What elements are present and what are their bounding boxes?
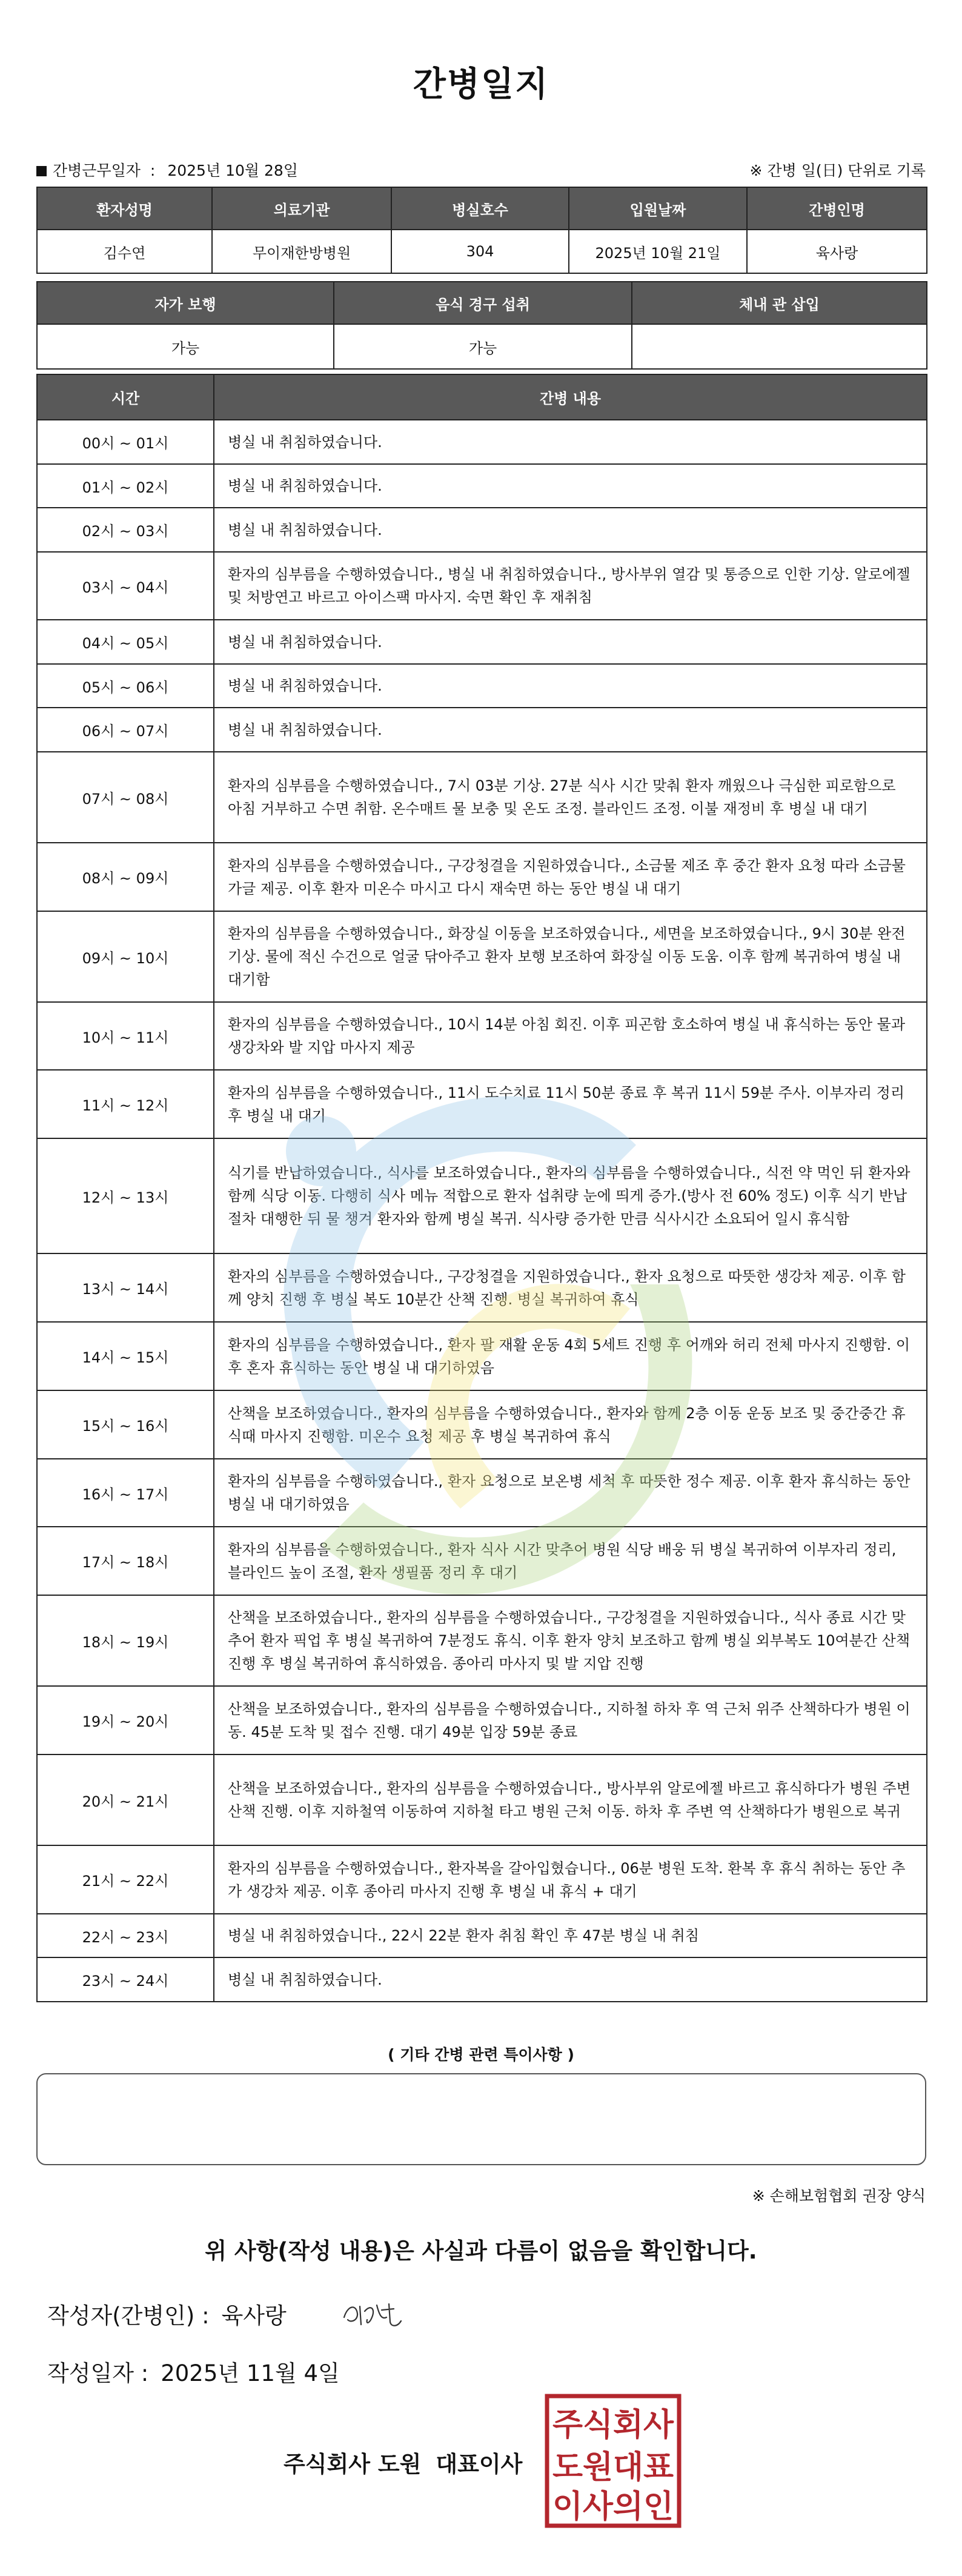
page-title: 간병일지 (413, 65, 549, 104)
content-cell: 병실 내 취침하였습니다. (214, 508, 927, 552)
care-log-header-row (37, 374, 927, 420)
time-cell: 15시 ~ 16시 (37, 1390, 214, 1459)
content-cell: 병실 내 취침하였습니다. (214, 708, 927, 752)
table-row (37, 1253, 927, 1322)
time-cell: 14시 ~ 15시 (37, 1322, 214, 1390)
patient-name: 김수연 (37, 230, 212, 273)
square-bullet-icon (36, 166, 47, 176)
table-row (37, 1754, 927, 1845)
company-role: 대표이사 (436, 2451, 523, 2477)
author-line (47, 2297, 287, 2330)
content-cell: 환자의 심부름을 수행하였습니다., 10시 14분 아침 회진. 이후 피곤함 호소하여 병실 내 휴식하는 동안 물과 생강차와 발 지압 마사지 제공 (214, 1002, 927, 1070)
hospital-name: 무이재한방병원 (212, 230, 391, 273)
header-room-number: 병실호수 (391, 187, 569, 230)
content-cell: 식기를 반납하였습니다., 식사를 보조하였습니다., 환자의 심부름을 수행하였습니다., 식전 약 먹인 뒤 환자와 함께 식당 이동. 다행히 식사 메뉴 적합으로 환자 섭취량 눈에 띄게 증가.(방사 전 60% 정도) 이후 식기 반납 절차 대행한 뒤 물 챙겨 환자와 함께 병실 복귀. 식사량 증가한 만큼 식사시간 소요되어 일시 휴식함 (214, 1138, 927, 1253)
room-number: 304 (391, 230, 569, 273)
table-row (37, 911, 927, 1002)
remarks-label: ( 기타 간병 관련 특이사항 ) (388, 2046, 574, 2063)
header-patient-name: 환자성명 (37, 187, 212, 230)
time-cell: 11시 ~ 12시 (37, 1070, 214, 1138)
header-time: 시간 (37, 374, 214, 420)
time-cell: 12시 ~ 13시 (37, 1138, 214, 1253)
form-recommendation-note: ※ 손해보험협회 권장 양식 (752, 2187, 926, 2205)
table-row (37, 1390, 927, 1459)
time-cell: 19시 ~ 20시 (37, 1686, 214, 1754)
oral-intake-value: 가능 (334, 324, 632, 369)
header-self-walking: 자가 보행 (37, 282, 334, 324)
table-row (37, 1845, 927, 1914)
author-name: 육사랑 (221, 2303, 287, 2329)
table-row (37, 1070, 927, 1138)
work-date-label: 간병근무일자 (53, 162, 141, 179)
content-cell: 환자의 심부름을 수행하였습니다., 화장실 이동을 보조하였습니다., 세면을 보조하였습니다., 9시 30분 완전 기상. 물에 적신 수건으로 얼굴 닦아주고 환자 보행 보조하여 화장실 이동 도움. 이후 함께 복귀하여 병실 내 대기함 (214, 911, 927, 1002)
content-cell: 산책을 보조하였습니다., 환자의 심부름을 수행하였습니다., 구강청결을 지원하였습니다., 식사 종료 시간 맞추어 환자 픽업 후 병실 복귀하여 7분정도 휴식. 이후 환자 양치 보조하고 함께 병실 외부복도 10여분간 산책 진행 후 병실 복귀하여 휴식하였음. 종아리 마사지 및 발 지압 진행 (214, 1595, 927, 1686)
self-walking-value: 가능 (37, 324, 334, 369)
table-row (37, 752, 927, 843)
header-tube-insertion: 체내 관 삽입 (632, 282, 927, 324)
company-seal-stamp (544, 2393, 682, 2529)
time-cell: 00시 ~ 01시 (37, 420, 214, 464)
table-row (37, 1138, 927, 1253)
header-caregiver-name: 간병인명 (747, 187, 927, 230)
written-date-value: 2025년 11월 4일 (161, 2360, 340, 2386)
time-cell: 06시 ~ 07시 (37, 708, 214, 752)
patient-status-header-row (37, 282, 927, 324)
company-line (284, 2446, 522, 2478)
table-row (37, 464, 927, 508)
seal-text-line: 주식회사 (552, 2407, 674, 2443)
table-row (37, 1322, 927, 1390)
written-date-line (47, 2355, 340, 2388)
content-cell: 환자의 심부름을 수행하였습니다., 11시 도수치료 11시 50분 종료 후 복귀 11시 59분 주사. 이부자리 정리 후 병실 내 대기 (214, 1070, 927, 1138)
confirmation-statement: 위 사항(작성 내용)은 사실과 다름이 없음을 확인합니다. (205, 2238, 757, 2264)
content-cell: 환자의 심부름을 수행하였습니다., 7시 03분 기상. 27분 식사 시간 맞춰 환자 깨웠으나 극심한 피로함으로 아침 거부하고 수면 취함. 온수매트 물 보충 및 온도 조정. 블라인드 조정. 이불 재정비 후 병실 내 대기 (214, 752, 927, 843)
tube-insertion-value (632, 324, 927, 369)
content-cell: 산책을 보조하였습니다., 환자의 심부름을 수행하였습니다., 환자와 함께 2층 이동 운동 보조 및 중간중간 휴식때 마사지 진행함. 미온수 요청 제공 후 병실 복귀하여 휴식 (214, 1390, 927, 1459)
table-row (37, 420, 927, 464)
seal-text-line: 도원대표 (552, 2449, 674, 2486)
time-cell: 05시 ~ 06시 (37, 664, 214, 708)
content-cell: 환자의 심부름을 수행하였습니다., 환자복을 갈아입혔습니다., 06분 병원 도착. 환복 후 휴식 취하는 동안 추가 생강차 제공. 이후 종아리 마사지 진행 후 병실 내 휴식 + 대기 (214, 1845, 927, 1914)
table-row (37, 1686, 927, 1754)
content-cell: 병실 내 취침하였습니다. (214, 664, 927, 708)
time-cell: 13시 ~ 14시 (37, 1253, 214, 1322)
content-cell: 산책을 보조하였습니다., 환자의 심부름을 수행하였습니다., 방사부위 알로에젤 바르고 휴식하다가 병원 주변 산책 진행. 이후 지하철역 이동하여 지하철 타고 병원 근처 이동. 하차 후 주변 역 산책하다가 병원으로 복귀 (214, 1754, 927, 1845)
table-row (37, 552, 927, 620)
content-cell: 산책을 보조하였습니다., 환자의 심부름을 수행하였습니다., 지하철 하차 후 역 근처 위주 산책하다가 병원 이동. 45분 도착 및 접수 진행. 대기 49분 입장 59분 종료 (214, 1686, 927, 1754)
patient-info-table (36, 187, 927, 274)
content-cell: 병실 내 취침하였습니다. (214, 464, 927, 508)
admission-date: 2025년 10월 21일 (569, 230, 747, 273)
company-name: 주식회사 도원 (284, 2451, 422, 2477)
content-cell: 병실 내 취침하였습니다. (214, 1957, 927, 2002)
table-row (37, 1459, 927, 1527)
care-log-table (36, 374, 927, 2002)
time-cell: 20시 ~ 21시 (37, 1754, 214, 1845)
time-cell: 04시 ~ 05시 (37, 620, 214, 664)
header-admission-date: 입원날짜 (569, 187, 747, 230)
content-cell: 환자의 심부름을 수행하였습니다., 환자 요청으로 보온병 세척 후 따뜻한 정수 제공. 이후 환자 휴식하는 동안 병실 내 대기하였음 (214, 1459, 927, 1527)
content-cell: 환자의 심부름을 수행하였습니다., 병실 내 취침하였습니다., 방사부위 열감 및 통증으로 인한 기상. 알로에젤 및 처방연고 바르고 아이스팩 마사지. 숙면 확인 후 재취침 (214, 552, 927, 620)
table-row (37, 620, 927, 664)
content-cell: 병실 내 취침하였습니다. (214, 620, 927, 664)
time-cell: 17시 ~ 18시 (37, 1527, 214, 1595)
written-date-label: 작성일자 : (47, 2360, 149, 2386)
remarks-box (36, 2073, 926, 2165)
content-cell: 환자의 심부름을 수행하였습니다., 구강청결을 지원하였습니다., 소금물 제조 후 중간 환자 요청 따라 소금물 가글 제공. 이후 환자 미온수 마시고 다시 재숙면 하는 동안 병실 내 대기 (214, 843, 927, 911)
unit-note: ※ 간병 일(日) 단위로 기록 (749, 162, 926, 179)
time-cell: 22시 ~ 23시 (37, 1914, 214, 1957)
author-label: 작성자(간병인) : (47, 2303, 210, 2329)
time-cell: 03시 ~ 04시 (37, 552, 214, 620)
time-cell: 10시 ~ 11시 (37, 1002, 214, 1070)
content-cell: 환자의 심부름을 수행하였습니다., 구강청결을 지원하였습니다., 환자 요청으로 따뜻한 생강차 제공. 이후 함께 양치 진행 후 병실 복도 10분간 산책 진행. 병실 복귀하여 휴식 (214, 1253, 927, 1322)
header-care-content: 간병 내용 (214, 374, 927, 420)
seal-text-line: 이사의인 (552, 2489, 674, 2525)
time-cell: 21시 ~ 22시 (37, 1845, 214, 1914)
time-cell: 01시 ~ 02시 (37, 464, 214, 508)
work-date-value: 2025년 10월 28일 (167, 162, 298, 179)
time-cell: 18시 ~ 19시 (37, 1595, 214, 1686)
time-cell: 16시 ~ 17시 (37, 1459, 214, 1527)
work-date-colon: : (150, 162, 156, 179)
table-row (37, 664, 927, 708)
time-cell: 09시 ~ 10시 (37, 911, 214, 1002)
work-date-line (36, 159, 298, 181)
table-row (37, 843, 927, 911)
header-hospital: 의료기관 (212, 187, 391, 230)
signature-image (339, 2293, 406, 2335)
content-cell: 환자의 심부름을 수행하였습니다., 환자 식사 시간 맞추어 병원 식당 배웅 뒤 병실 복귀하여 이부자리 정리, 블라인드 높이 조절, 환자 생필품 정리 후 대기 (214, 1527, 927, 1595)
time-cell: 07시 ~ 08시 (37, 752, 214, 843)
time-cell: 02시 ~ 03시 (37, 508, 214, 552)
table-row (37, 1595, 927, 1686)
time-cell: 08시 ~ 09시 (37, 843, 214, 911)
table-row (37, 1914, 927, 1957)
caregiver-name: 육사랑 (747, 230, 927, 273)
table-row (37, 1527, 927, 1595)
table-row (37, 1957, 927, 2002)
table-row (37, 1002, 927, 1070)
patient-info-value-row (37, 230, 927, 273)
content-cell: 병실 내 취침하였습니다., 22시 22분 환자 취침 확인 후 47분 병실 내 취침 (214, 1914, 927, 1957)
content-cell: 병실 내 취침하였습니다. (214, 420, 927, 464)
table-row (37, 508, 927, 552)
patient-info-header-row (37, 187, 927, 230)
table-row (37, 708, 927, 752)
patient-status-table (36, 281, 927, 370)
time-cell: 23시 ~ 24시 (37, 1957, 214, 2002)
patient-status-value-row (37, 324, 927, 369)
content-cell: 환자의 심부름을 수행하였습니다., 환자 팔 재활 운동 4회 5세트 진행 후 어깨와 허리 전체 마사지 진행함. 이후 혼자 휴식하는 동안 병실 내 대기하였음 (214, 1322, 927, 1390)
header-oral-intake: 음식 경구 섭취 (334, 282, 632, 324)
